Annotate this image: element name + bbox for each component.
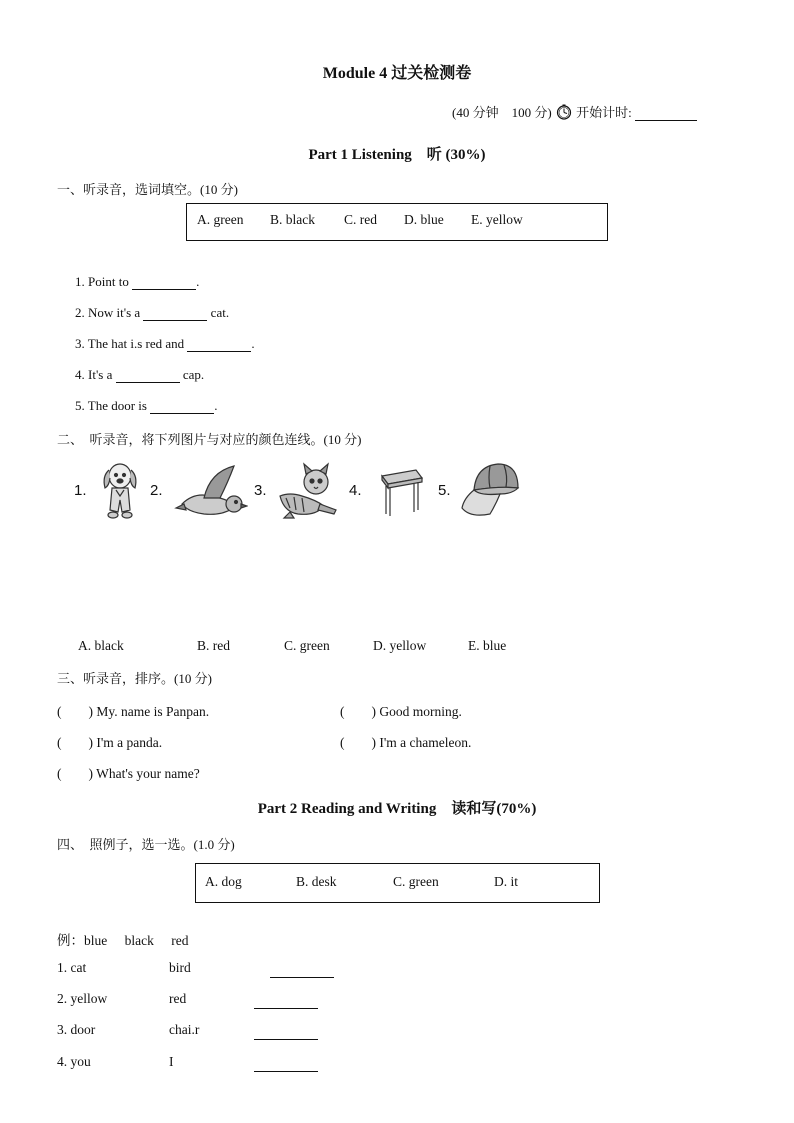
odd-one-row-a: 1. cat bbox=[57, 960, 87, 975]
part1-title: Part 1 Listening 听 (30%) bbox=[308, 147, 486, 163]
start-timer-label: 开始计时: bbox=[576, 105, 632, 120]
cap-icon bbox=[460, 460, 522, 520]
picture-number: 3. bbox=[254, 482, 267, 499]
word-option: C. green bbox=[393, 874, 439, 889]
answer-blank[interactable] bbox=[187, 338, 251, 352]
dog-icon bbox=[96, 460, 144, 520]
odd-one-row-a: 2. yellow bbox=[57, 991, 108, 1006]
word-option: C. red bbox=[344, 212, 377, 227]
answer-blank[interactable] bbox=[270, 962, 334, 978]
answer-blank[interactable] bbox=[143, 307, 207, 321]
section2-heading: 二、 听录音，将下列图片与对应的颜色连线。(10 分) bbox=[57, 432, 362, 447]
odd-one-row-b: I bbox=[169, 1054, 174, 1069]
color-option: E. blue bbox=[468, 638, 507, 653]
answer-blank[interactable] bbox=[150, 400, 214, 414]
word-option: D. blue bbox=[404, 212, 444, 227]
answer-blank[interactable] bbox=[132, 276, 196, 290]
example-row: 例：blue black red bbox=[57, 933, 189, 948]
section4-word-box bbox=[195, 863, 600, 903]
word-option: D. it bbox=[494, 874, 519, 889]
odd-one-row-a: 4. you bbox=[57, 1054, 91, 1069]
page-title: Module 4 过关检测卷 bbox=[322, 65, 472, 82]
section1-item: 2. Now it's a cat. bbox=[75, 305, 230, 320]
word-option: B. desk bbox=[296, 874, 337, 889]
ordering-item[interactable]: ( ) I'm a chameleon. bbox=[340, 735, 472, 750]
picture-number: 1. bbox=[74, 482, 87, 499]
bird-icon bbox=[174, 462, 248, 520]
ordering-item[interactable]: ( ) I'm a panda. bbox=[57, 735, 163, 750]
ordering-item[interactable]: ( ) Good morning. bbox=[340, 704, 462, 719]
picture-number: 2. bbox=[150, 482, 163, 499]
section1-word-box bbox=[186, 203, 608, 241]
color-option: C. green bbox=[284, 638, 330, 653]
word-option: A. green bbox=[197, 212, 244, 227]
odd-one-row-b: bird bbox=[169, 960, 191, 975]
section1-item: 4. It's a cap. bbox=[75, 367, 205, 382]
word-option: E. yellow bbox=[471, 212, 523, 227]
word-option: B. black bbox=[270, 212, 315, 227]
color-option: D. yellow bbox=[373, 638, 427, 653]
answer-blank[interactable] bbox=[254, 993, 318, 1009]
color-option: A. black bbox=[78, 638, 124, 653]
ordering-item[interactable]: ( ) What's your name? bbox=[57, 766, 200, 781]
clock-icon bbox=[556, 104, 572, 120]
cat-icon bbox=[276, 462, 342, 520]
timer-blank[interactable] bbox=[635, 106, 697, 121]
time-score: (40 分钟 100 分) bbox=[452, 105, 552, 120]
odd-one-row-b: chai.r bbox=[169, 1022, 200, 1037]
word-option: A. dog bbox=[205, 874, 242, 889]
section1-item: 5. The door is . bbox=[75, 398, 218, 413]
picture-number: 5. bbox=[438, 482, 451, 499]
section1-item: 3. The hat i.s red and . bbox=[75, 336, 255, 351]
desk-icon bbox=[378, 466, 424, 518]
odd-one-row-b: red bbox=[169, 991, 187, 1006]
section3-heading: 三、听录音，排序。(10 分) bbox=[57, 671, 212, 686]
timer-line bbox=[452, 102, 697, 121]
section1-heading: 一、听录音，选词填空。(10 分) bbox=[57, 182, 238, 197]
answer-blank[interactable] bbox=[116, 369, 180, 383]
section4-heading: 四、 照例子，选一选。(1.0 分) bbox=[57, 837, 235, 852]
answer-blank[interactable] bbox=[254, 1024, 318, 1040]
example-label: 例： bbox=[57, 933, 84, 948]
answer-blank[interactable] bbox=[254, 1056, 318, 1072]
ordering-item[interactable]: ( ) My. name is Panpan. bbox=[57, 704, 210, 719]
picture-number: 4. bbox=[349, 482, 362, 499]
section1-item: 1. Point to . bbox=[75, 274, 200, 289]
odd-one-row-a: 3. door bbox=[57, 1022, 96, 1037]
part2-title: Part 2 Reading and Writing 读和写(70%) bbox=[257, 801, 537, 817]
color-option: B. red bbox=[197, 638, 230, 653]
